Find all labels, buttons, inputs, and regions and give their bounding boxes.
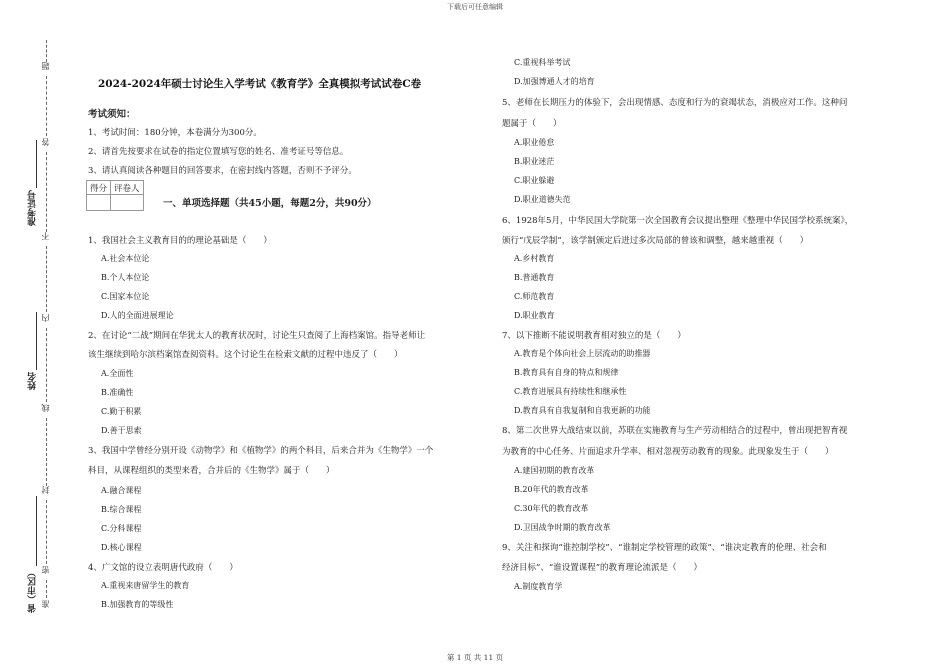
answer-option[interactable]: C.职业躲避 xyxy=(514,176,555,185)
question-stem: 该生继续到哈尔滨档案馆查阅资料。这个讨论生在检索文献的过程中违反了（ ） xyxy=(88,350,403,360)
answer-option[interactable]: A.职业倦怠 xyxy=(514,138,555,147)
score-header: 得分 xyxy=(87,181,111,195)
answer-option[interactable]: A.重视来唐留学生的教育 xyxy=(101,581,190,590)
seal-char: 线 xyxy=(41,404,50,412)
notice-item: 2、请首先按要求在试卷的指定位置填写您的姓名、准考证号等信息。 xyxy=(88,147,349,157)
seal-line xyxy=(46,246,47,312)
grader-header: 评卷人 xyxy=(111,181,144,195)
answer-option[interactable]: D.教育具有自我复制和自我更新的功能 xyxy=(514,406,651,415)
answer-option[interactable]: A.乡村教育 xyxy=(514,254,555,263)
answer-option[interactable]: A.融合课程 xyxy=(101,486,142,495)
seal-char: 内 xyxy=(41,314,50,322)
answer-option[interactable]: D.职业教育 xyxy=(514,311,555,320)
question-stem: 3、我国中学曾经分别开设《动物学》和《植物学》的两个科目，后来合并为《生物学》一个 xyxy=(88,446,434,456)
question-stem: 经济目标”、“谁设置课程”的教育理论流派是（ ） xyxy=(502,563,703,573)
question-stem: 7、以下推断不能说明教育相对独立的是（ ） xyxy=(502,331,686,341)
answer-option[interactable]: C.国家本位论 xyxy=(101,292,150,301)
page-title: 2024-2024年硕士讨论生入学考试《教育学》全真模拟考试试卷C卷 xyxy=(98,78,422,90)
question-stem: 科目，从课程组织的类型来看，合并后的《生物学》属于（ ） xyxy=(88,466,335,476)
question-stem: 为教育的中心任务、片面追求升学率、相对忽视劳动教育的现象。此现象发生于（ ） xyxy=(502,447,834,457)
region-fill-line[interactable] xyxy=(36,496,37,566)
answer-option[interactable]: D.职业道德失范 xyxy=(514,195,571,204)
exam-id-label: 准考证号 xyxy=(28,190,38,226)
answer-option[interactable]: B.综合课程 xyxy=(101,505,142,514)
answer-option[interactable]: A.建国初期的教育改革 xyxy=(514,466,595,475)
question-stem: 8、第二次世界大战结束以前，苏联在实施教育与生产劳动相结合的过程中，曾出现把智育视 xyxy=(502,426,848,436)
name-label: 姓名 xyxy=(28,372,38,390)
seal-char: 封 xyxy=(41,486,50,494)
question-stem: 1、我国社会主义教育目的的理论基础是（ ） xyxy=(88,236,272,246)
answer-option[interactable]: B.20年代的教育改革 xyxy=(514,485,589,494)
notice-item: 1、考试时间：180分钟，本卷满分为300分。 xyxy=(88,128,262,138)
answer-option[interactable]: A.制度教育学 xyxy=(514,582,563,591)
answer-option[interactable]: C.勤于积累 xyxy=(101,407,142,416)
answer-option[interactable]: D.善于思索 xyxy=(101,426,142,435)
answer-option[interactable]: C.30年代的教育改革 xyxy=(514,504,589,513)
seal-char: 题 xyxy=(41,62,50,70)
seal-line xyxy=(46,418,47,486)
seal-char: 密 xyxy=(41,566,50,574)
answer-option[interactable]: D.核心课程 xyxy=(101,543,142,552)
answer-option[interactable]: B.职业迷茫 xyxy=(514,157,555,166)
seal-line xyxy=(46,40,47,62)
region-label: 省（市区） xyxy=(28,568,38,613)
exam-id-fill-line[interactable] xyxy=(36,140,37,188)
grader-cell[interactable] xyxy=(111,195,144,211)
answer-option[interactable]: C.分科课程 xyxy=(101,524,142,533)
seal-line xyxy=(46,328,47,402)
seal-char: 答 xyxy=(41,138,50,146)
name-fill-line[interactable] xyxy=(36,312,37,370)
answer-option[interactable]: A.全面性 xyxy=(101,369,134,378)
notice-heading: 考试须知： xyxy=(88,109,136,120)
question-stem: 题属于（ ） xyxy=(502,119,562,129)
seal-char: 不 xyxy=(41,232,50,240)
seal-line xyxy=(46,580,47,598)
page-footer: 第 1 页 共 11 页 xyxy=(446,653,504,662)
answer-option[interactable]: A.社会本位论 xyxy=(101,254,150,263)
section-heading: 一、单项选择题（共45小题，每题2分，共90分） xyxy=(163,198,377,209)
score-table xyxy=(86,180,144,211)
answer-option[interactable]: B.准确性 xyxy=(101,388,134,397)
answer-option[interactable]: D.人的全面进展理论 xyxy=(101,311,174,320)
answer-option[interactable]: C.教育进展具有持续性和继承性 xyxy=(514,387,627,396)
question-stem: 颁行“戊辰学制”，该学制颁定后进过多次局部的曾该和调整，越来越重视（ ） xyxy=(502,236,809,246)
seal-line xyxy=(46,76,47,136)
question-stem: 6、1928年5月，中华民国大学院第一次全国教育会议提出整理《整理中华民国学校系统案》， xyxy=(502,216,854,226)
seal-char: 准 xyxy=(41,600,50,608)
header-note: 下载后可任意编辑 xyxy=(447,3,503,11)
question-stem: 5、老师在长期压力的体验下，会出现情感、态度和行为的衰竭状态，消极应对工作。这种问 xyxy=(502,98,848,108)
answer-option[interactable]: B.教育具有自身的特点和规律 xyxy=(514,368,619,377)
answer-option[interactable]: C.重视科举考试 xyxy=(514,58,571,67)
answer-option[interactable]: D.加强博通人才的培育 xyxy=(514,77,595,86)
answer-option[interactable]: B.个人本位论 xyxy=(101,273,150,282)
seal-line xyxy=(46,500,47,564)
answer-option[interactable]: B.普通教育 xyxy=(514,273,555,282)
notice-item: 3、请认真阅读各种题目的回答要求，在密封线内答题，否则不予评分。 xyxy=(88,166,357,176)
answer-option[interactable]: C.师范教育 xyxy=(514,292,555,301)
answer-option[interactable]: B.加强教育的等级性 xyxy=(101,600,174,609)
question-stem: 9、关注和探询“谁控制学校”、“谁制定学校管理的政策”、“谁决定教育的伦理、社会和 xyxy=(502,543,827,553)
answer-option[interactable]: A.教育是个体向社会上层流动的助推器 xyxy=(514,349,651,358)
question-stem: 4、广文馆的设立表明唐代政府（ ） xyxy=(88,563,238,573)
score-cell[interactable] xyxy=(87,195,111,211)
seal-line xyxy=(46,152,47,232)
question-stem: 2、在讨论“二战”期间在华犹太人的教育状况时，讨论生只查阅了上海档案馆。指导老师让 xyxy=(88,331,426,341)
answer-option[interactable]: D.卫国战争时期的教育改革 xyxy=(514,523,611,532)
